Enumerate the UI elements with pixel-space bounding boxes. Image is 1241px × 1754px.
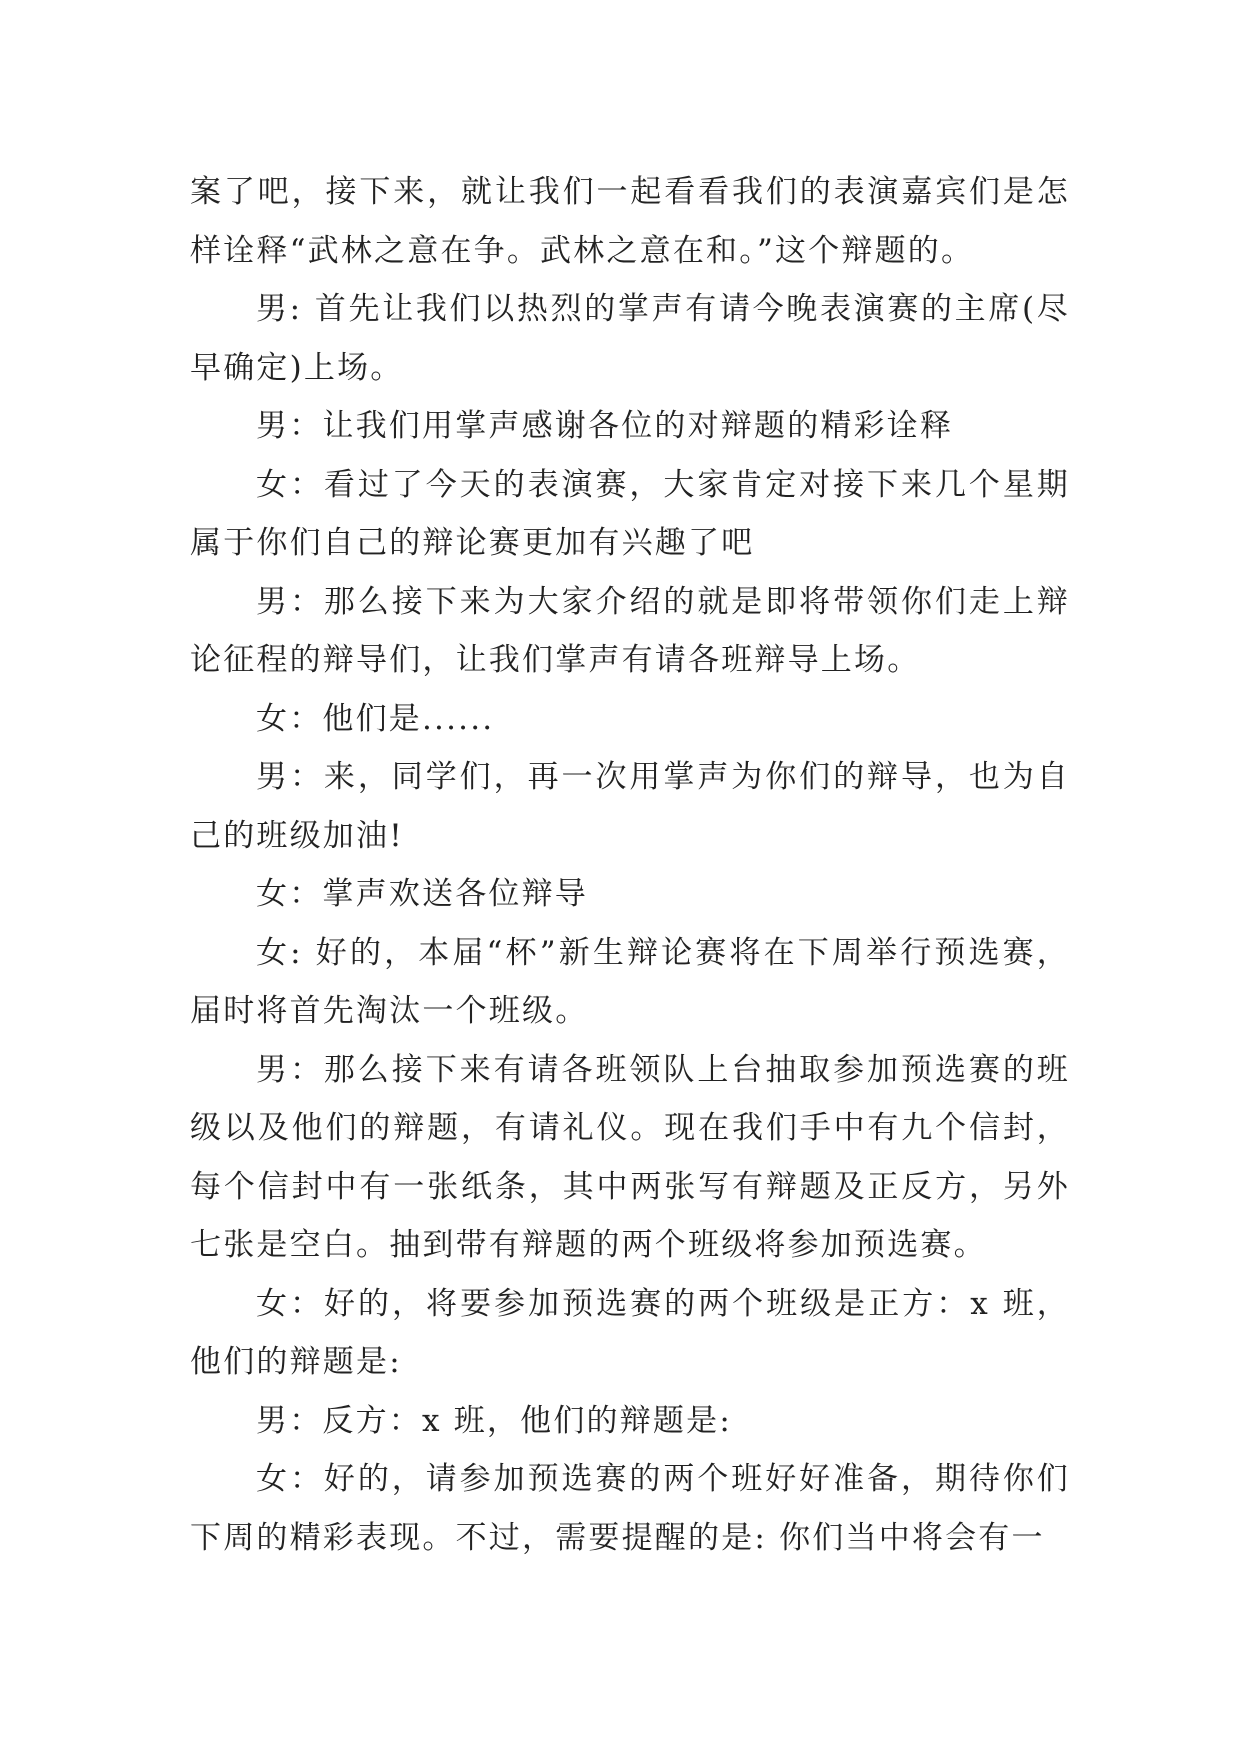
paragraph-12: 男：反方：x 班，他们的辩题是: (256, 1402, 732, 1439)
paragraph-6: 女：他们是...... (256, 700, 495, 737)
paragraph-10: 男：那么接下来有请各班领队上台抽取参加预选赛的班级以及他们的辩题，有请礼仪。现在我们手中有九个信封，每个信封中有一张纸条，其中两张写有辩题及正反方，另外七张是空白。抽到带有辩题的两个班级将参加预选赛。 (190, 1051, 1070, 1263)
document-body (190, 163, 1070, 1567)
paragraph-5: 男：那么接下来为大家介绍的就是即将带领你们走上辩论征程的辩导们，让我们掌声有请各班辩导上场。 (190, 583, 1070, 678)
paragraph-8: 女：掌声欢送各位辩导 (256, 876, 588, 912)
paragraph-3: 男：让我们用掌声感谢各位的对辩题的精彩诠释 (256, 408, 954, 444)
paragraph-7: 男：来，同学们，再一次用掌声为你们的辩导，也为自己的班级加油! (190, 759, 1070, 854)
paragraph-1: 案了吧，接下来，就让我们一起看看我们的表演嘉宾们是怎样诠释“武林之意在争。武林之意在和。”这个辩题的。 (190, 174, 1070, 269)
paragraph-2: 男: 首先让我们以热烈的掌声有请今晚表演赛的主席(尽早确定)上场。 (190, 291, 1070, 386)
paragraph-4: 女：看过了今天的表演赛，大家肯定对接下来几个星期属于你们自己的辩论赛更加有兴趣了吧 (190, 466, 1070, 561)
paragraph-9: 女: 好的，本届“杯”新生辩论赛将在下周举行预选赛，届时将首先淘汰一个班级。 (190, 934, 1070, 1029)
paragraph-13: 女：好的，请参加预选赛的两个班好好准备，期待你们下周的精彩表现。不过，需要提醒的是: 你们当中将会有一 (190, 1461, 1070, 1556)
paragraph-11: 女：好的，将要参加预选赛的两个班级是正方：x 班，他们的辩题是: (190, 1285, 1070, 1380)
